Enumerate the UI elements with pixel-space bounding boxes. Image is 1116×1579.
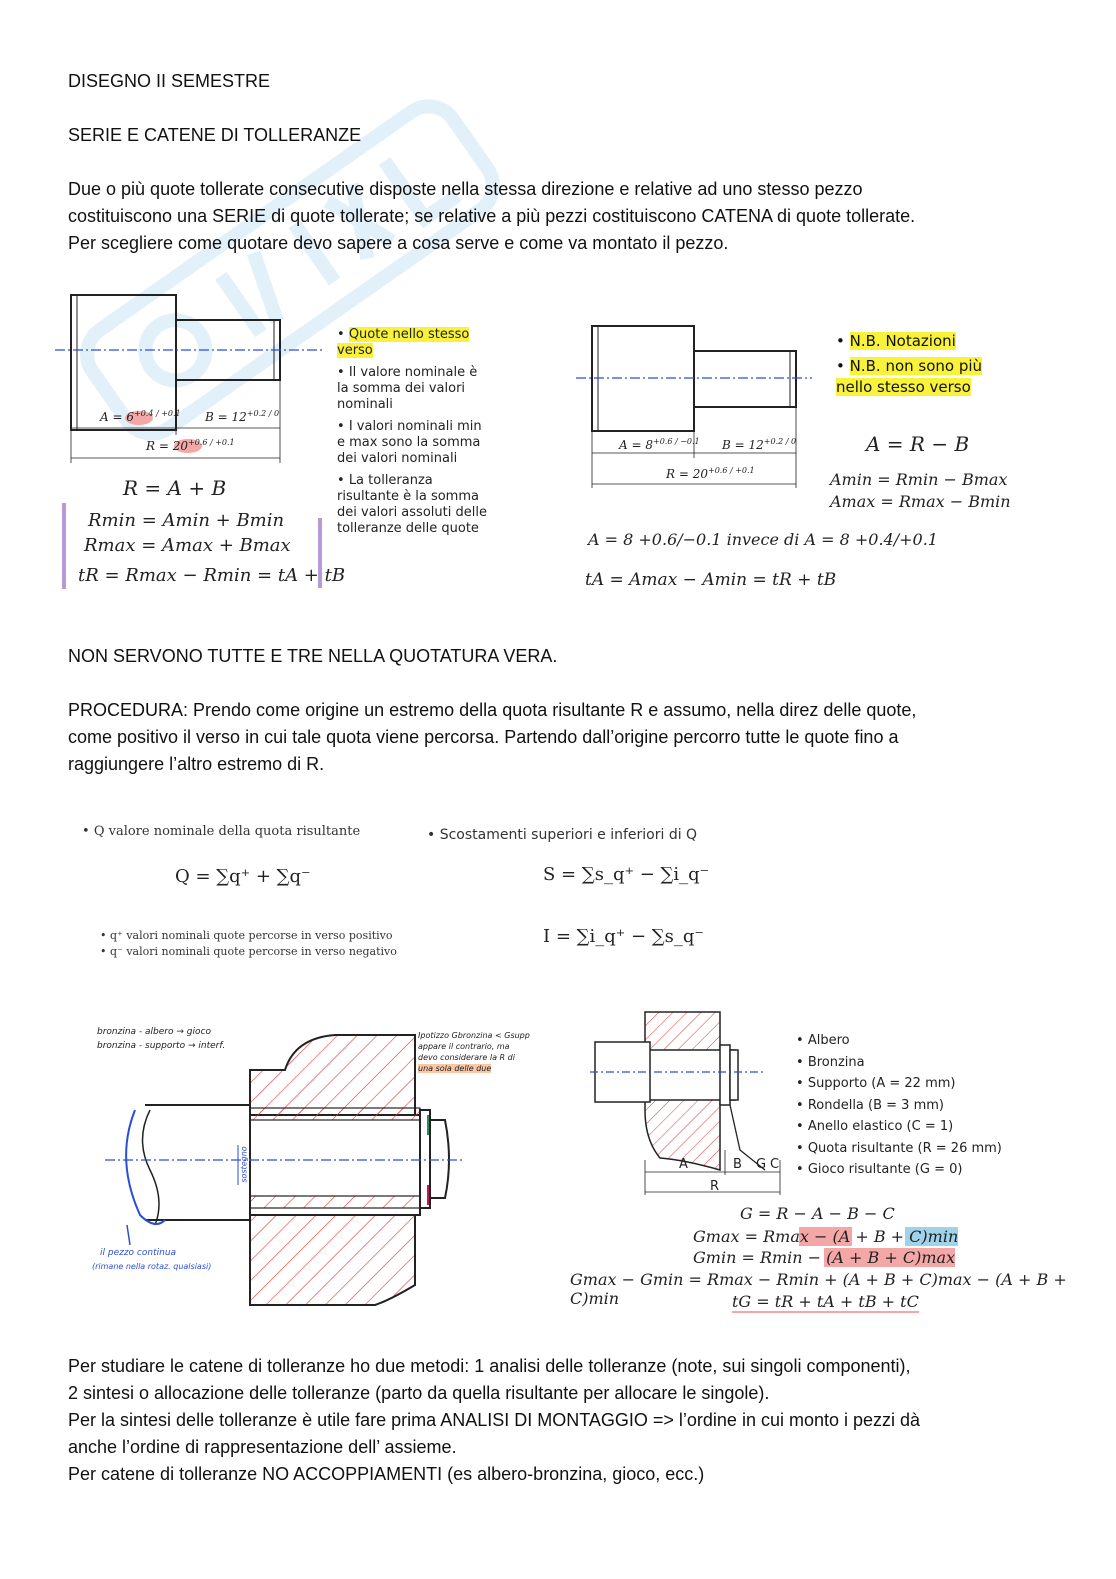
fig2-eq-5: tA = Amax − Amin = tR + tB (585, 570, 837, 590)
dim-r-label: $R = 20^{+0.6 / +0.1}$ (146, 438, 235, 453)
fig5-label-a: A (679, 1157, 688, 1172)
fig3-right-eq-1: S = ∑s_q⁺ − ∑i_q⁻ (543, 864, 710, 885)
fig3-right-title: • Scostamenti superiori e inferiori di Q (427, 827, 697, 843)
fig1-bullet-4: • La tolleranza risultante è la somma dei valori assoluti delle tolleranze delle quote (337, 473, 487, 537)
fig3-left-bullet-1: • q⁺ valori nominali quote percorse in verso positivo (100, 928, 397, 944)
bracket-left (62, 503, 66, 589)
fig5-bullet-1: • Albero (796, 1030, 1002, 1052)
intro-line-2: costituiscono una SERIE di quote tollerate; se relative a più pezzi costituiscono CATENA di quote tollerate. (68, 206, 916, 226)
fig2-note-2: • N.B. non sono più nello stesso verso (836, 356, 996, 398)
fig1-bullet-1: • Quote nello stesso verso (337, 327, 487, 359)
fig2-eq-1: A = R − B (866, 432, 970, 456)
fig2-eq-4: A = 8 +0.6/−0.1 invece di A = 8 +0.4/+0.1 (588, 530, 938, 549)
fig5-eq-2: Gmax = Rmax − (A + B + C)min (693, 1227, 959, 1246)
fig5-label-c: C (770, 1157, 780, 1172)
fig5-label-b: B (733, 1157, 742, 1172)
fig3-left-title: • Q valore nominale della quota risultante (82, 824, 360, 839)
hand-note-6: una sola delle due (418, 1064, 492, 1073)
note-all-three: NON SERVONO TUTTE E TRE NELLA QUOTATURA VERA. (68, 646, 558, 666)
fig5-bullet-4: • Rondella (B = 3 mm) (796, 1095, 1002, 1117)
fig2-dim-b-label: $B = 12^{+0.2 / 0}$ (722, 437, 797, 452)
hand-note-4: appare il contrario, ma (418, 1042, 510, 1051)
fig2-notes (836, 331, 996, 398)
fig2-dim-a-label: $A = 8^{+0.6 / -0.1}$ (619, 437, 700, 452)
doc-heading: DISEGNO II SEMESTRE (68, 71, 271, 91)
fig1-eq-2: Rmin = Amin + Bmin (88, 510, 285, 531)
fig5-eq-3: Gmin = Rmin − (A + B + C)max (693, 1248, 956, 1267)
procedure-line-1: PROCEDURA: Prendo come origine un estremo della quota risultante R e assumo, nella direz delle quote, (68, 700, 917, 720)
hand-note-1: bronzina - albero → gioco (97, 1027, 211, 1037)
fig2-dim-r-label: $R = 20^{+0.6 / +0.1}$ (666, 466, 755, 481)
procedure-line-2: come positivo il verso in cui tale quota viene percorsa. Partendo dall’origine percorro tutte le quote fino a (68, 727, 899, 747)
fig3-left-bullets (100, 928, 397, 960)
hand-note-5: devo considerare la R di (418, 1053, 515, 1062)
fig5-bullet-3: • Supporto (A = 22 mm) (796, 1073, 1002, 1095)
fig3-right-eq-2: I = ∑i_q⁺ − ∑s_q⁻ (543, 926, 704, 947)
fig5-bullet-7: • Gioco risultante (G = 0) (796, 1159, 1002, 1181)
dim-b-label: $B = 12^{+0.2 / 0}$ (205, 409, 280, 424)
fig5-eq-4: Gmax − Gmin = Rmax − Rmin + (A + B + C)max − (A + B + C)min (570, 1270, 1067, 1308)
hand-note-7: il pezzo continua (100, 1248, 177, 1258)
fig5-bullet-6: • Quota risultante (R = 26 mm) (796, 1138, 1002, 1160)
fig1-bullet-3: • I valori nominali min e max sono la somma dei valori nominali (337, 419, 487, 467)
fig1-bullets (337, 327, 487, 537)
section-title: SERIE E CATENE DI TOLLERANZE (68, 125, 362, 145)
final-line-4: anche l’ordine di rappresentazione dell’ assieme. (68, 1437, 457, 1457)
fig3-left-eq: Q = ∑q⁺ + ∑q⁻ (175, 866, 311, 887)
fig5-eq-1: G = R − A − B − C (740, 1204, 895, 1223)
fig3-left-bullet-2: • q⁻ valori nominali quote percorse in verso negativo (100, 944, 397, 960)
intro-line-3: Per scegliere come quotare devo sapere a cosa serve e come va montato il pezzo. (68, 233, 729, 253)
intro-line-1: Due o più quote tollerate consecutive disposte nella stessa direzione e relative ad uno stesso pezzo (68, 179, 863, 199)
fig1-eq-4: tR = Rmax − Rmin = tA + tB (78, 565, 346, 586)
final-line-2: 2 sintesi o allocazione delle tolleranze (parto da quella risultante per allocare le singole). (68, 1383, 770, 1403)
fig2-note-1: • N.B. Notazioni (836, 331, 996, 352)
fig5-bullets (796, 1030, 1002, 1181)
hand-note-9: sostegno (239, 1146, 249, 1183)
hand-note-2: bronzina - supporto → interf. (97, 1041, 226, 1051)
figure-shaft-series (55, 285, 345, 485)
fig5-bullet-5: • Anello elastico (C = 1) (796, 1116, 1002, 1138)
final-line-3: Per la sintesi delle tolleranze è utile fare prima ANALISI DI MONTAGGIO => l’ordine in cui monto i pezzi dà (68, 1410, 921, 1430)
hand-note-3: Ipotizzo Gbronzina < Gsupp (418, 1031, 530, 1040)
dim-a-label: $A = 6^{+0.4 / +0.1}$ (100, 409, 181, 424)
fig5-eq-5: tG = tR + tA + tB + tC (732, 1292, 919, 1311)
fig5-bullet-2: • Bronzina (796, 1052, 1002, 1074)
fig1-eq-1: R = A + B (123, 476, 227, 500)
final-line-5: Per catene di tolleranze NO ACCOPPIAMENTI (es albero-bronzina, gioco, ecc.) (68, 1464, 705, 1484)
fig2-eq-3: Amax = Rmax − Bmin (830, 492, 1011, 511)
hand-note-8: (rimane nella rotaz. qualsiasi) (92, 1262, 212, 1271)
procedure-line-3: raggiungere l’altro estremo di R. (68, 754, 325, 774)
fig5-label-g: G (756, 1157, 767, 1172)
fig2-eq-2: Amin = Rmin − Bmax (830, 470, 1008, 489)
final-line-1: Per studiare le catene di tolleranze ho due metodi: 1 analisi delle tolleranze (note, sui singoli componenti), (68, 1356, 911, 1376)
fig1-bullet-2: • Il valore nominale è la somma dei valori nominali (337, 365, 487, 413)
fig1-eq-3: Rmax = Amax + Bmax (84, 535, 291, 556)
fig5-label-r: R (710, 1179, 720, 1194)
